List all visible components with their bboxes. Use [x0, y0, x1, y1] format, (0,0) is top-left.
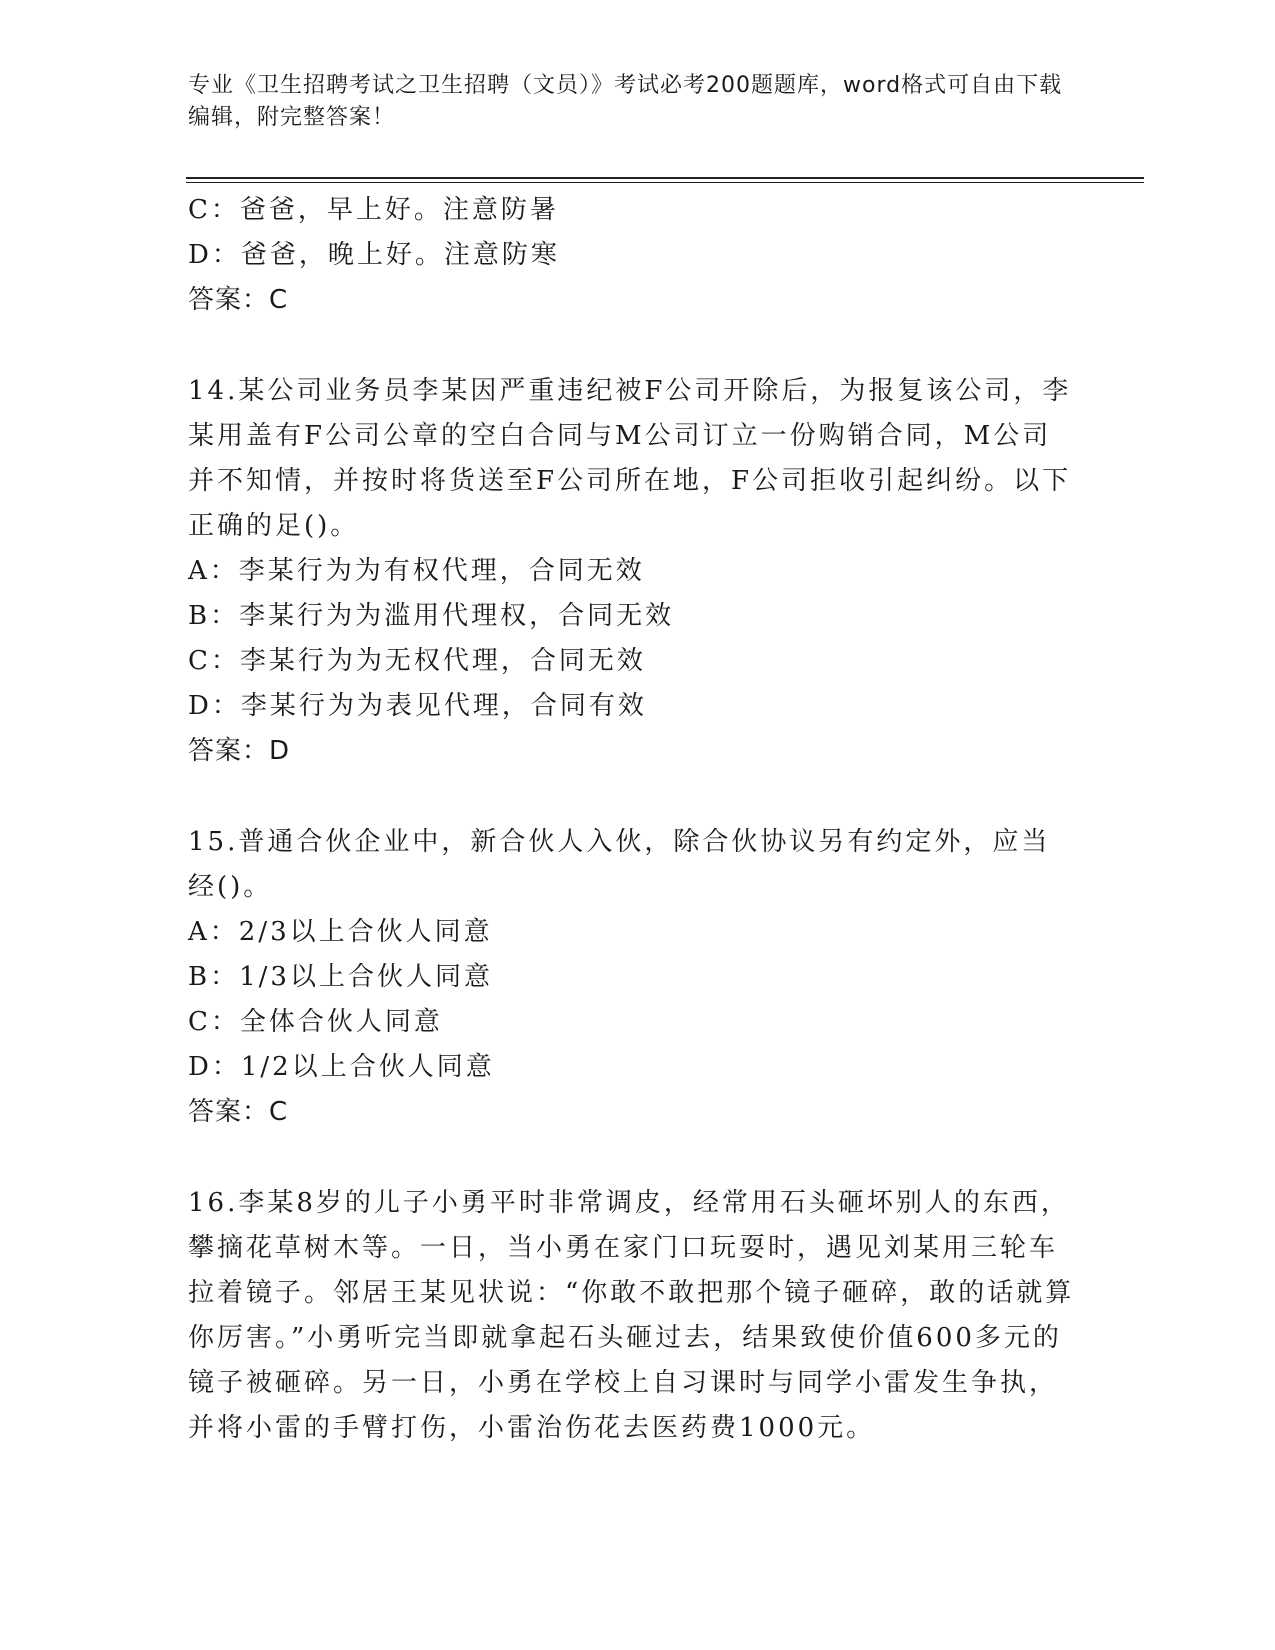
- option-a: A：李某行为为有权代理，合同无效: [188, 556, 645, 586]
- option-d: D：爸爸，晚上好。注意防寒: [188, 240, 560, 270]
- answer: 答案：C: [188, 1097, 289, 1127]
- option-b: B：1/3以上合伙人同意: [188, 962, 493, 992]
- option-c: C：爸爸，早上好。注意防暑: [188, 195, 559, 225]
- option-a: A：2/3以上合伙人同意: [188, 917, 493, 947]
- document-body: [188, 188, 1078, 1451]
- option-d: D：1/2以上合伙人同意: [188, 1052, 495, 1082]
- answer: 答案：D: [188, 736, 291, 766]
- option-d: D：李某行为为表见代理，合同有效: [188, 691, 647, 721]
- option-c: C：全体合伙人同意: [188, 1007, 443, 1037]
- question-13-tail: [188, 188, 1078, 323]
- header-divider-thin: [186, 182, 1144, 183]
- option-c: C：李某行为为无权代理，合同无效: [188, 646, 646, 676]
- question-text: 15.普通合伙企业中，新合伙人入伙，除合伙协议另有约定外，应当经()。: [188, 827, 1051, 902]
- answer: 答案：C: [188, 285, 289, 315]
- question-14: [188, 369, 1078, 774]
- option-b: B：李某行为为滥用代理权，合同无效: [188, 601, 675, 631]
- question-text: 14.某公司业务员李某因严重违纪被F公司开除后，为报复该公司，李某用盖有F公司公章的空白合同与M公司订立一份购销合同，M公司并不知情，并按时将货送至F公司所在地，F公司拒收引起纠纷。以下正确的足()。: [188, 376, 1072, 541]
- question-16: [188, 1181, 1078, 1451]
- header-divider-thick: [186, 177, 1144, 179]
- question-15: [188, 820, 1078, 1135]
- document-header: 专业《卫生招聘考试之卫生招聘（文员）》考试必考200题题库，word格式可自由下载编辑，附完整答案！: [188, 73, 1063, 130]
- question-text: 16.李某8岁的儿子小勇平时非常调皮，经常用石头砸坏别人的东西，攀摘花草树木等。一日，当小勇在家门口玩耍时，遇见刘某用三轮车拉着镜子。邻居王某见状说：“你敢不敢把那个镜子砸碎，敢的话就算你厉害。”小勇听完当即就拿起石头砸过去，结果致使价值600多元的镜子被砸碎。另一日，小勇在学校上自习课时与同学小雷发生争执，并将小雷的手臂打伤，小雷治伤花去医药费1000元。: [188, 1188, 1075, 1443]
